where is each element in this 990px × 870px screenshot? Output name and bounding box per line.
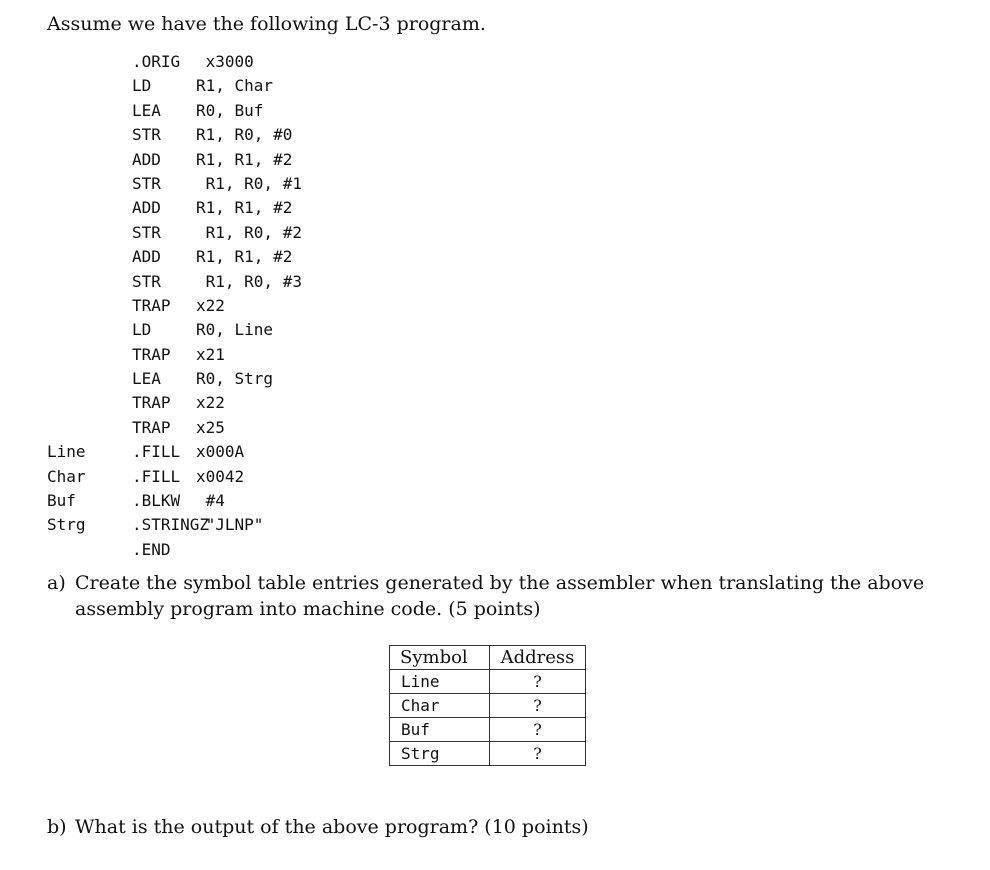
table-row xyxy=(390,718,586,742)
symbol-table-header-row xyxy=(390,646,586,670)
code-operands: #4 xyxy=(196,491,225,511)
code-operands: R0, Strg xyxy=(196,369,274,389)
symbol-cell: Line xyxy=(390,670,490,694)
code-operands: x0042 xyxy=(196,466,245,486)
code-operands: x22 xyxy=(196,295,225,315)
question-b-label: b) xyxy=(47,816,67,838)
code-label xyxy=(47,74,132,98)
symbol-cell: Buf xyxy=(390,718,490,742)
code-label xyxy=(47,367,132,391)
code-opcode: STR xyxy=(132,173,161,193)
code-line xyxy=(47,440,547,464)
code-opcode: LEA xyxy=(132,369,161,389)
code-line xyxy=(47,74,547,98)
question-b-text: What is the output of the above program? (10 points) xyxy=(75,816,589,838)
symbol-cell: Strg xyxy=(390,742,490,766)
address-cell: ? xyxy=(490,718,586,742)
code-label xyxy=(47,416,132,440)
code-opcode: STR xyxy=(132,222,161,242)
code-line xyxy=(47,221,547,245)
code-label xyxy=(47,172,132,196)
code-line xyxy=(47,123,547,147)
code-opcode: ADD xyxy=(132,247,161,267)
code-operands: x000A xyxy=(196,442,245,462)
code-opcode: TRAP xyxy=(132,417,171,437)
code-line xyxy=(47,489,547,513)
address-cell: ? xyxy=(490,742,586,766)
code-line xyxy=(47,367,547,391)
code-listing xyxy=(47,50,547,562)
code-line xyxy=(47,538,547,562)
code-operands: R1, R0, #2 xyxy=(196,222,302,242)
code-opcode: .ORIG xyxy=(132,52,181,71)
code-operands xyxy=(196,538,547,562)
address-column-header: Address xyxy=(490,646,586,670)
code-opcode: .BLKW xyxy=(132,491,181,511)
code-line xyxy=(47,50,547,74)
question-a-label: a) xyxy=(47,572,66,594)
code-operands: x25 xyxy=(196,417,225,437)
code-label xyxy=(47,343,132,367)
table-row xyxy=(390,742,586,766)
code-label xyxy=(47,294,132,318)
code-operands: x21 xyxy=(196,344,225,364)
code-operands: "JLNP" xyxy=(196,515,264,535)
question-a xyxy=(47,570,937,622)
symbol-table xyxy=(389,645,586,766)
code-operands: R1, R1, #2 xyxy=(196,198,293,218)
symbol-cell: Char xyxy=(390,694,490,718)
code-line xyxy=(47,343,547,367)
code-line xyxy=(47,513,547,537)
code-opcode: LD xyxy=(132,76,152,96)
code-label xyxy=(47,50,132,74)
table-row xyxy=(390,670,586,694)
code-operands: x22 xyxy=(196,393,225,413)
code-line xyxy=(47,270,547,294)
code-label: Line xyxy=(47,442,86,462)
code-operands: R0, Line xyxy=(196,320,274,340)
code-opcode: .END xyxy=(132,539,171,559)
code-opcode: LEA xyxy=(132,100,161,120)
code-operands: R1, Char xyxy=(196,76,274,96)
code-label xyxy=(47,123,132,147)
code-line xyxy=(47,391,547,415)
code-operands: R1, R0, #3 xyxy=(196,271,302,291)
code-line xyxy=(47,99,547,123)
code-line xyxy=(47,148,547,172)
code-label: Buf xyxy=(47,491,76,511)
code-operands: x3000 xyxy=(196,52,254,71)
address-cell: ? xyxy=(490,670,586,694)
code-opcode: ADD xyxy=(132,198,161,218)
code-label xyxy=(47,270,132,294)
code-operands: R1, R0, #1 xyxy=(196,173,302,193)
code-opcode: TRAP xyxy=(132,344,171,364)
symbol-column-header: Symbol xyxy=(390,646,490,670)
code-operands: R1, R1, #2 xyxy=(196,149,293,169)
question-b xyxy=(47,814,589,840)
code-label xyxy=(47,538,132,562)
table-row xyxy=(390,694,586,718)
intro-text: Assume we have the following LC-3 program. xyxy=(47,13,486,35)
code-line xyxy=(47,196,547,220)
code-label xyxy=(47,99,132,123)
address-cell: ? xyxy=(490,694,586,718)
code-line xyxy=(47,465,547,489)
code-operands: R1, R1, #2 xyxy=(196,247,293,267)
code-line xyxy=(47,294,547,318)
code-label xyxy=(47,196,132,220)
code-opcode: TRAP xyxy=(132,393,171,413)
code-label: Strg xyxy=(47,515,86,535)
code-line xyxy=(47,172,547,196)
code-operands: R1, R0, #0 xyxy=(196,125,293,145)
code-operands: R0, Buf xyxy=(196,100,264,120)
code-opcode: LD xyxy=(132,320,152,340)
code-opcode: TRAP xyxy=(132,295,171,315)
code-opcode: STR xyxy=(132,271,161,291)
code-opcode: .STRINGZ xyxy=(132,515,210,535)
code-opcode: .FILL xyxy=(132,466,181,486)
question-a-text: Create the symbol table entries generated by the assembler when translating the above assembly program into machine code. (5 points) xyxy=(75,572,925,620)
code-label xyxy=(47,221,132,245)
code-opcode: ADD xyxy=(132,149,161,169)
code-label xyxy=(47,318,132,342)
code-opcode: .FILL xyxy=(132,442,181,462)
code-opcode: STR xyxy=(132,125,161,145)
code-label: Char xyxy=(47,466,86,486)
code-label xyxy=(47,245,132,269)
code-label xyxy=(47,148,132,172)
code-label xyxy=(47,391,132,415)
code-line xyxy=(47,245,547,269)
code-line xyxy=(47,318,547,342)
code-line xyxy=(47,416,547,440)
